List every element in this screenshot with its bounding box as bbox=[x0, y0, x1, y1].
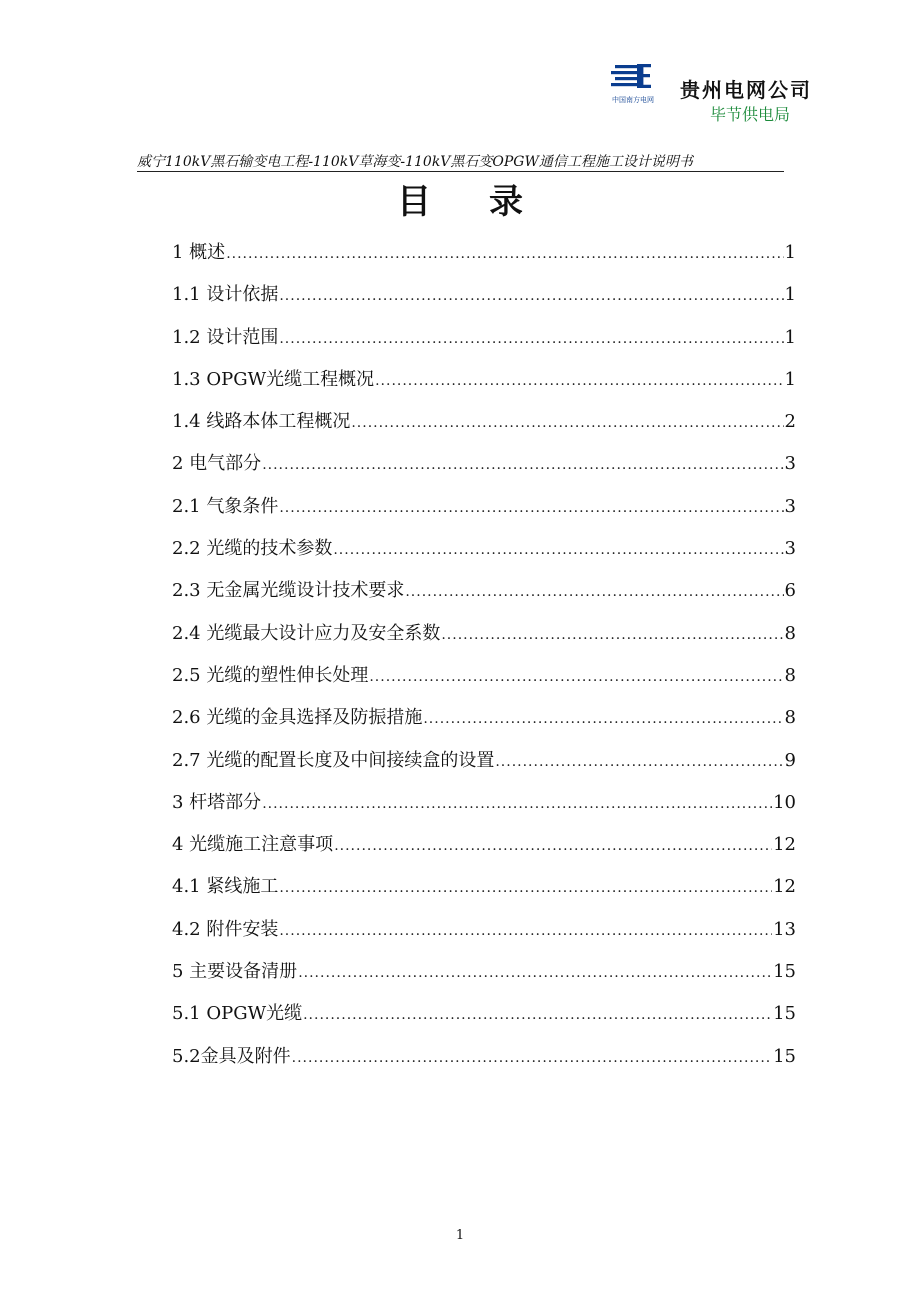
toc-entry-page: 15 bbox=[773, 1045, 796, 1067]
toc-entry[interactable] bbox=[172, 365, 796, 407]
toc-entry-label: 1.4 线路本体工程概况 bbox=[172, 411, 351, 433]
toc-dot-leader bbox=[441, 620, 783, 650]
toc-dot-leader bbox=[334, 831, 772, 861]
toc-entry-page: 8 bbox=[784, 707, 796, 729]
toc-dot-leader bbox=[423, 704, 783, 734]
toc-entry[interactable] bbox=[172, 238, 796, 280]
toc-dot-leader bbox=[375, 366, 783, 396]
toc-entry-page: 8 bbox=[784, 622, 796, 644]
toc-entry[interactable] bbox=[172, 830, 796, 872]
toc-entry-label: 4 光缆施工注意事项 bbox=[172, 834, 334, 856]
toc-entry-label: 5 主要设备清册 bbox=[172, 961, 298, 983]
toc-entry[interactable] bbox=[172, 915, 796, 957]
toc-entry-page: 15 bbox=[773, 1003, 796, 1025]
toc-title: 目录 bbox=[397, 182, 581, 222]
toc-entry[interactable] bbox=[172, 872, 796, 914]
toc-entry-label: 1.1 设计依据 bbox=[172, 284, 279, 306]
toc-entry-label: 2.2 光缆的技术参数 bbox=[172, 538, 333, 560]
toc-entry-page: 13 bbox=[773, 918, 796, 940]
toc-dot-leader bbox=[279, 873, 772, 903]
toc-entry[interactable] bbox=[172, 703, 796, 745]
toc-entry-label: 5.1 OPGW光缆 bbox=[172, 1003, 303, 1025]
toc-entry-label: 2.5 光缆的塑性伸长处理 bbox=[172, 664, 369, 686]
toc-entry-page: 3 bbox=[784, 538, 796, 560]
toc-entry-page: 1 bbox=[784, 284, 796, 306]
toc-entry-page: 12 bbox=[773, 834, 796, 856]
page-number: 1 bbox=[455, 1228, 465, 1243]
toc-entry-label: 2.7 光缆的配置长度及中间接续盒的设置 bbox=[172, 749, 495, 771]
toc-entry-page: 6 bbox=[784, 580, 796, 602]
toc-entry-label: 1.2 设计范围 bbox=[172, 326, 279, 348]
toc-entry-page: 2 bbox=[784, 411, 796, 433]
toc-entry-page: 3 bbox=[784, 495, 796, 517]
toc-entry[interactable] bbox=[172, 323, 796, 365]
toc-dot-leader bbox=[262, 450, 783, 480]
toc-entry-label: 4.1 紧线施工 bbox=[172, 876, 279, 898]
toc-entry-page: 12 bbox=[773, 876, 796, 898]
toc-dot-leader bbox=[279, 493, 783, 523]
toc-entry[interactable] bbox=[172, 492, 796, 534]
toc-entry[interactable] bbox=[172, 576, 796, 618]
toc-dot-leader bbox=[226, 239, 783, 269]
toc-entry-label: 2.1 气象条件 bbox=[172, 495, 279, 517]
toc-entry[interactable] bbox=[172, 788, 796, 830]
toc-entry-page: 1 bbox=[784, 326, 796, 348]
toc-dot-leader bbox=[262, 789, 772, 819]
toc-entry-page: 1 bbox=[784, 368, 796, 390]
toc-entry[interactable] bbox=[172, 999, 796, 1041]
toc-entry[interactable] bbox=[172, 280, 796, 322]
toc-entry[interactable] bbox=[172, 746, 796, 788]
table-of-contents bbox=[172, 238, 796, 1084]
logo-caption: 中国南方电网 bbox=[612, 96, 654, 104]
toc-entry[interactable] bbox=[172, 619, 796, 661]
toc-entry-label: 2.3 无金属光缆设计技术要求 bbox=[172, 580, 405, 602]
toc-entry-label: 2.4 光缆最大设计应力及安全系数 bbox=[172, 622, 441, 644]
toc-entry-page: 3 bbox=[784, 453, 796, 475]
toc-entry-page: 9 bbox=[784, 749, 796, 771]
document-title: 威宁110kV黑石输变电工程-110kV草海变-110kV黑石变OPGW通信工程施工设计说明书 bbox=[137, 154, 693, 170]
toc-entry-page: 1 bbox=[784, 242, 796, 263]
toc-entry-page: 10 bbox=[773, 791, 796, 813]
toc-dot-leader bbox=[351, 408, 783, 438]
toc-entry-label: 5.2金具及附件 bbox=[172, 1045, 291, 1067]
bureau-name: 毕节供电局 bbox=[710, 105, 791, 124]
toc-entry[interactable] bbox=[172, 957, 796, 999]
toc-entry-label: 1.3 OPGW光缆工程概况 bbox=[172, 368, 375, 390]
toc-entry-label: 1 概述 bbox=[172, 242, 226, 263]
toc-dot-leader bbox=[495, 747, 783, 777]
toc-dot-leader bbox=[369, 662, 783, 692]
toc-dot-leader bbox=[303, 1000, 772, 1030]
toc-entry[interactable] bbox=[172, 534, 796, 576]
toc-entry[interactable] bbox=[172, 407, 796, 449]
toc-entry-label: 3 杆塔部分 bbox=[172, 791, 262, 813]
toc-entry-label: 2 电气部分 bbox=[172, 453, 262, 475]
toc-entry[interactable] bbox=[172, 661, 796, 703]
toc-dot-leader bbox=[292, 1043, 772, 1073]
toc-dot-leader bbox=[333, 535, 783, 565]
toc-dot-leader bbox=[298, 958, 772, 988]
toc-dot-leader bbox=[279, 916, 772, 946]
header-divider bbox=[137, 171, 784, 172]
toc-entry[interactable] bbox=[172, 449, 796, 491]
toc-entry-label: 4.2 附件安装 bbox=[172, 918, 279, 940]
company-name: 贵州电网公司 bbox=[680, 78, 812, 102]
toc-dot-leader bbox=[405, 577, 783, 607]
toc-entry-page: 8 bbox=[784, 664, 796, 686]
toc-entry-label: 2.6 光缆的金具选择及防振措施 bbox=[172, 707, 423, 729]
toc-entry-page: 15 bbox=[773, 961, 796, 983]
toc-dot-leader bbox=[279, 324, 783, 354]
toc-entry[interactable] bbox=[172, 1042, 796, 1084]
toc-dot-leader bbox=[279, 281, 783, 311]
